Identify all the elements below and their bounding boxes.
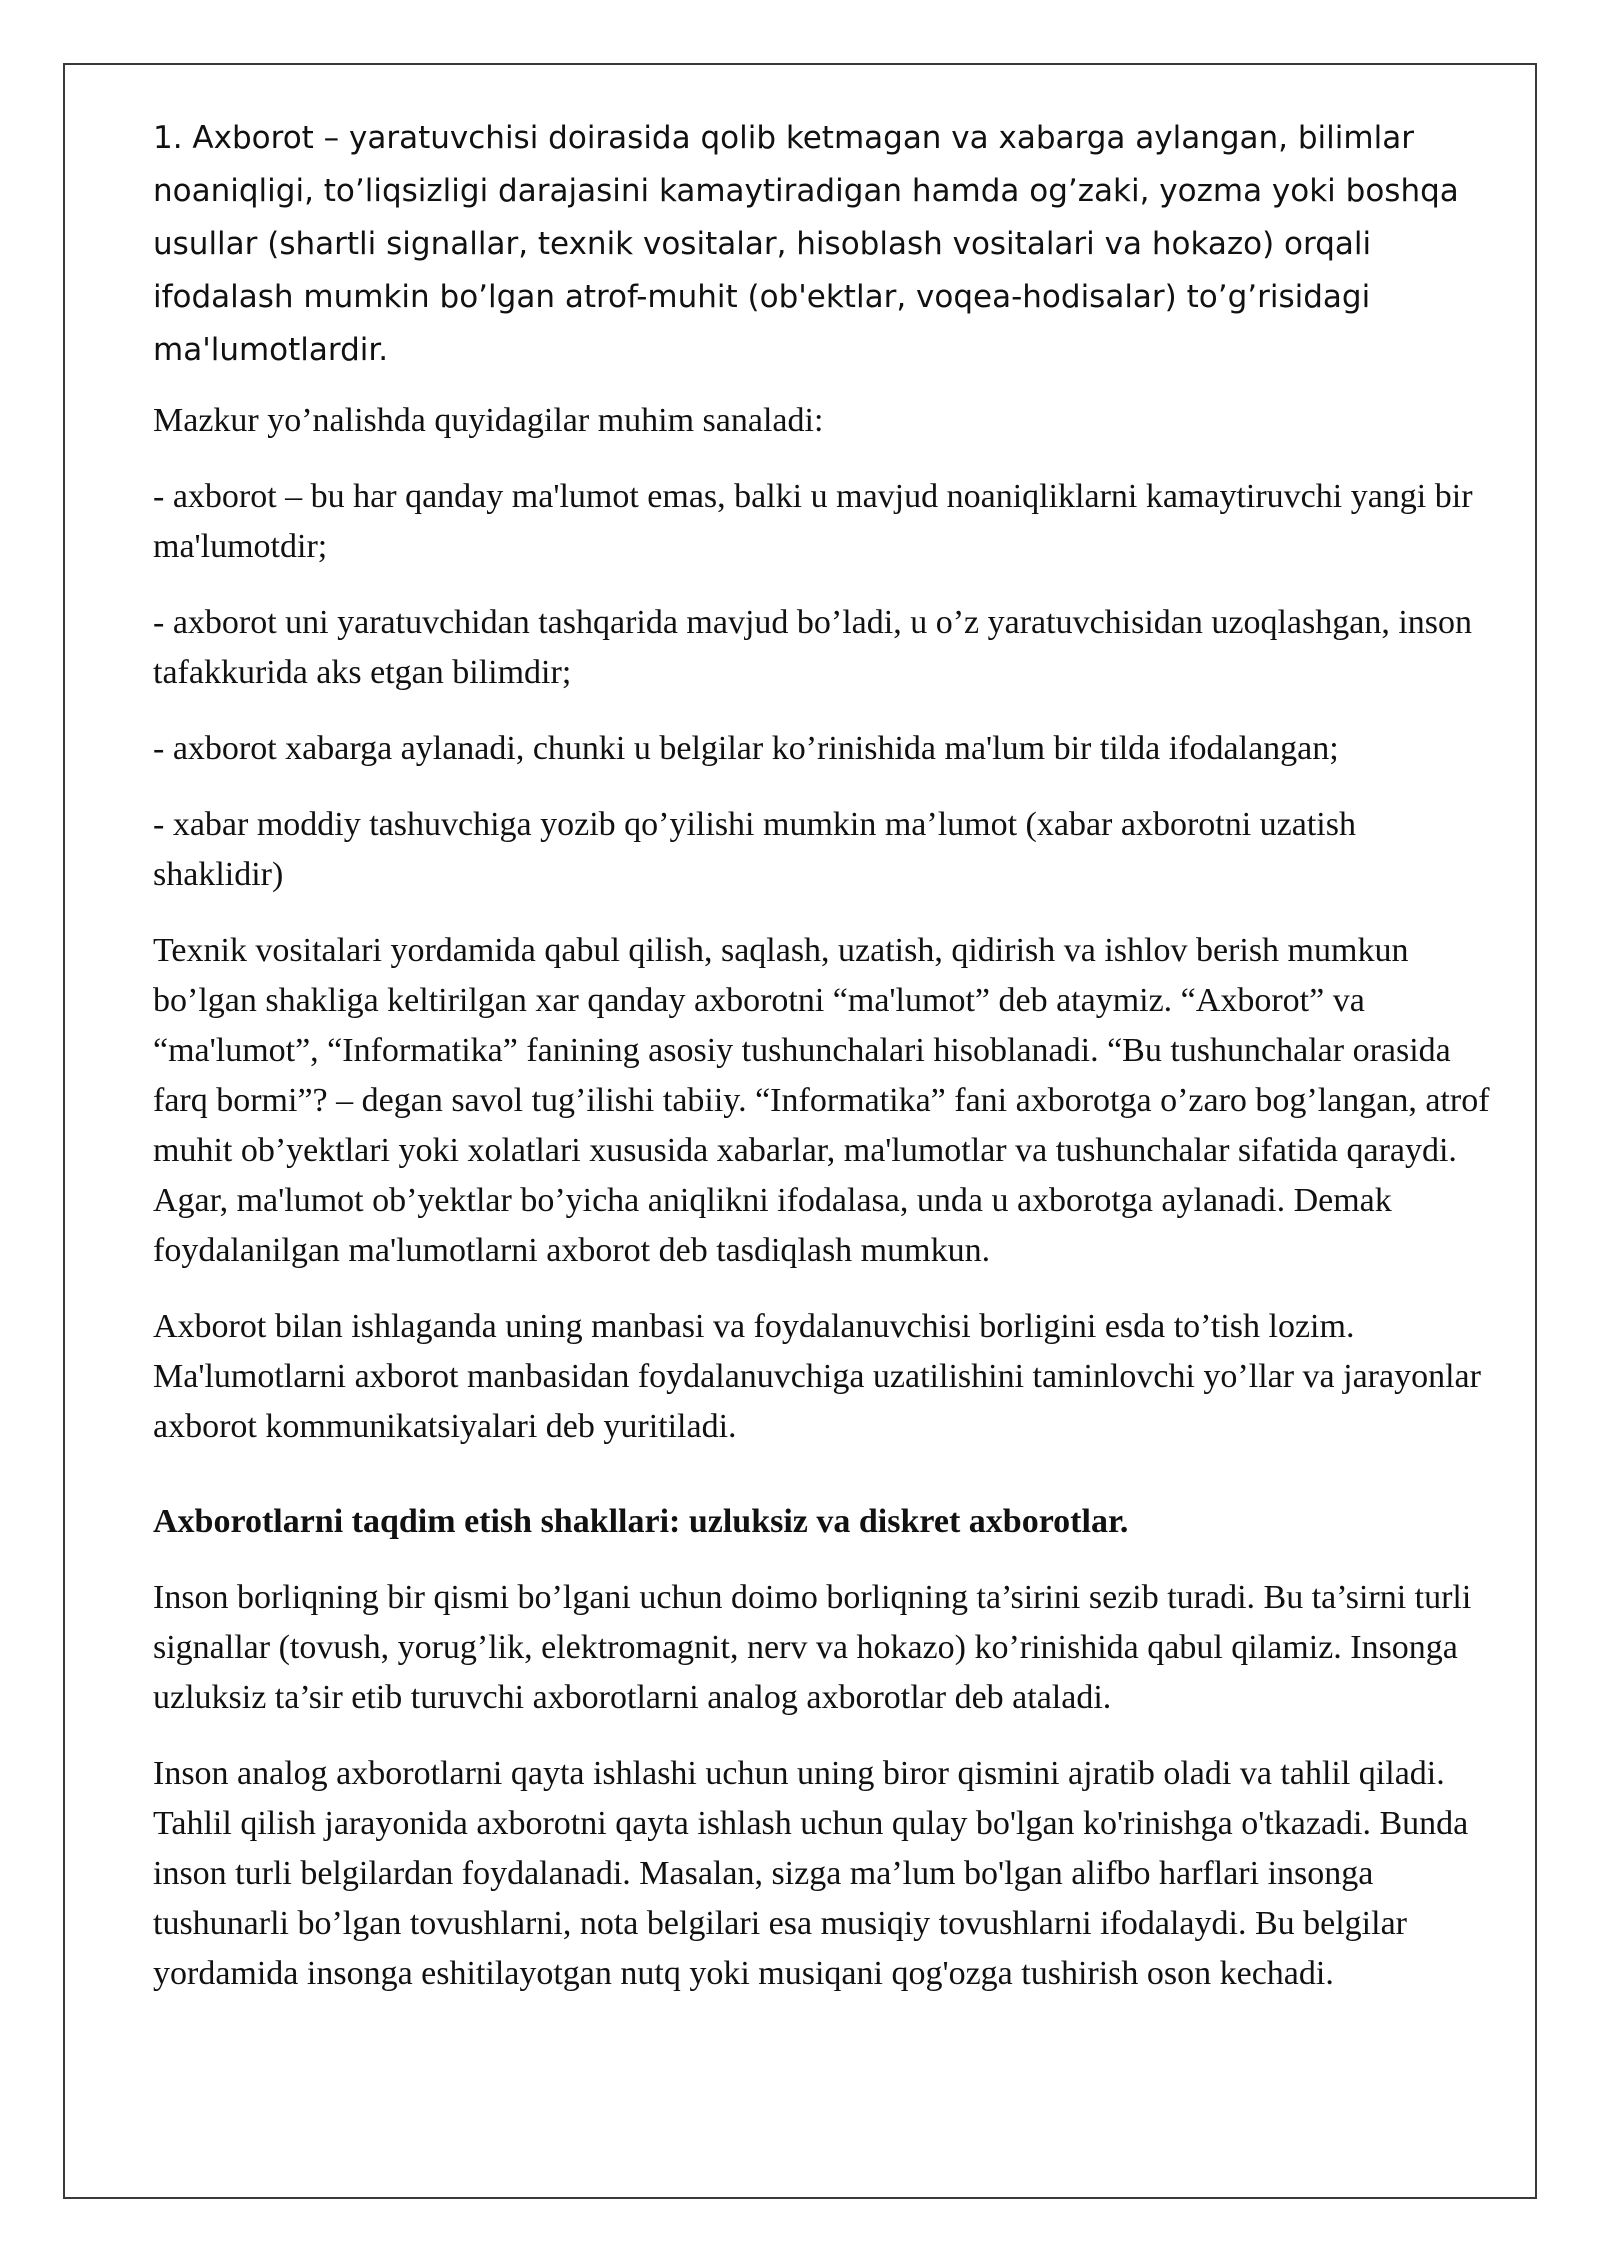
- intro-paragraph: 1. Axborot – yaratuvchisi doirasida qolib ketmagan va xabarga aylangan, bilimlar noaniqligi, to’liqsizligi darajasini kamaytiradigan hamda og’zaki, yozma yoki boshqa usullar (shartli signallar, texnik vositalar, hisoblash vositalari va hokazo) orqali ifodalash mumkin bo’lgan atrof-muhit (ob'ektlar, voqea-hodisalar) to’g’risidagi ma'lumotlardir.: [153, 120, 1459, 368]
- list-item: - axborot uni yaratuvchidan tashqarida mavjud bo’ladi, u o’z yaratuvchisidan uzoqlashgan, inson tafakkurida aks etgan bilimdir;: [153, 604, 1473, 691]
- document-body: [153, 112, 1493, 2025]
- processing-paragraph: Inson analog axborotlarni qayta ishlashi uchun uning biror qismini ajratib oladi va tahlil qiladi. Tahlil qilish jarayonida axborotni qayta ishlash uchun qulay bo'lgan ko'rinishga o'tkazadi. Bunda inson turli belgilardan foydalanadi. Masalan, sizga ma’lum bo'lgan alifbo harflari insonga tushunarli bo’lgan tovushlarni, nota belgilari esa musiqiy tovushlarni ifodalaydi. Bu belgilar yordamida insonga eshitilayotgan nutq yoki musiqani qog'ozga tushirish oson kechadi.: [153, 1755, 1469, 1992]
- section-heading: Axborotlarni taqdim etish shakllari: uzluksiz va diskret axborotlar.: [153, 1503, 1129, 1540]
- list-item: - axborot – bu har qanday ma'lumot emas, balki u mavjud noaniqliklarni kamaytiruvchi yangi bir ma'lumotdir;: [153, 478, 1473, 565]
- technical-paragraph: Texnik vositalari yordamida qabul qilish, saqlash, uzatish, qidirish va ishlov berish mumkun bo’lgan shakliga keltirilgan xar qanday axborotni “ma'lumot” deb ataymiz. “Axborot” va “ma'lumot”, “Informatika” fanining asosiy tushunchalari hisoblanadi. “Bu tushunchalar orasida farq bormi”? – degan savol tug’ilishi tabiiy. “Informatika” fani axborotga o’zaro bog’langan, atrof muhit ob’yektlari yoki xolatlari xususida xabarlar, ma'lumotlar va tushunchalar sifatida qaraydi. Agar, ma'lumot ob’yektlar bo’yicha aniqlikni ifodalasa, unda u axborotga aylanadi. Demak foydalanilgan ma'lumotlarni axborot deb tasdiqlash mumkun.: [153, 932, 1490, 1269]
- list-item: - xabar moddiy tashuvchiga yozib qo’yilishi mumkin ma’lumot (xabar axborotni uzatish shaklidir): [153, 806, 1356, 893]
- communication-paragraph: Axborot bilan ishlaganda uning manbasi va foydalanuvchisi borligini esda to’tish lozim. Ma'lumotlarni axborot manbasidan foydalanuvchiga uzatilishini taminlovchi yo’llar va jarayonlar axborot kommunikatsiyalari deb yuritiladi.: [153, 1308, 1481, 1445]
- analog-paragraph: Inson borliqning bir qismi bo’lgani uchun doimo borliqning ta’sirini sezib turadi. Bu ta’sirni turli signallar (tovush, yorug’lik, elektromagnit, nerv va hokazo) ko’rinishida qabul qilamiz. Insonga uzluksiz ta’sir etib turuvchi axborotlarni analog axborotlar deb ataladi.: [153, 1579, 1472, 1716]
- list-item: - axborot xabarga aylanadi, chunki u belgilar ko’rinishida ma'lum bir tilda ifodalangan;: [153, 730, 1339, 767]
- lead-paragraph: Mazkur yo’nalishda quyidagilar muhim sanaladi:: [153, 402, 824, 439]
